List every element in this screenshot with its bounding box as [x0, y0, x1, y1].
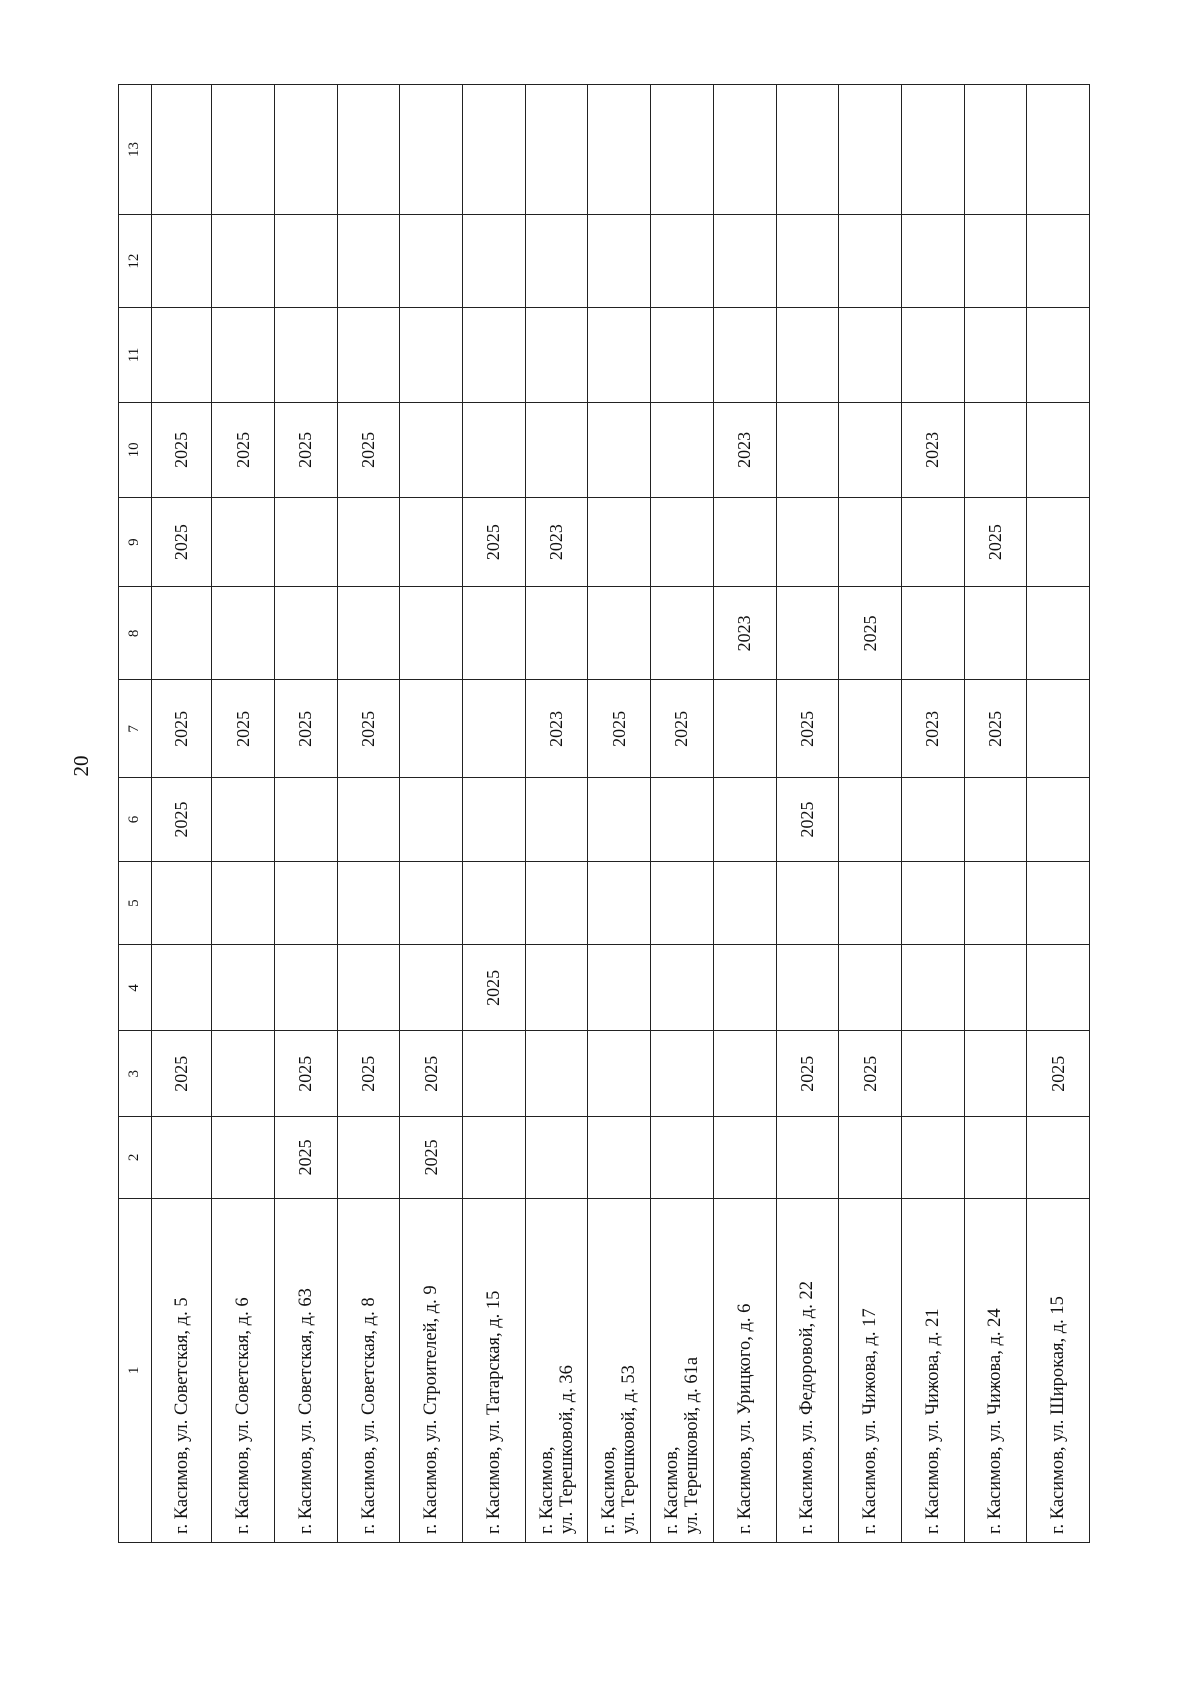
year-cell: 2025 — [337, 1031, 400, 1117]
empty-cell — [776, 498, 839, 587]
year-cell: 2025 — [275, 1117, 338, 1199]
empty-cell — [1027, 402, 1090, 497]
table-row — [463, 85, 526, 1543]
address-cell: г. Касимов, ул. Чижова, д. 21 — [901, 1198, 964, 1542]
empty-cell — [151, 308, 211, 402]
empty-cell — [588, 1031, 651, 1117]
table-row — [1027, 85, 1090, 1543]
empty-cell — [651, 861, 714, 945]
year-cell: 2025 — [400, 1117, 463, 1199]
year-cell: 2023 — [713, 587, 776, 680]
empty-cell — [776, 945, 839, 1031]
empty-cell — [964, 402, 1027, 497]
year-cell: 2025 — [776, 1031, 839, 1117]
empty-cell — [463, 1031, 526, 1117]
empty-cell — [651, 1031, 714, 1117]
address-cell: г. Касимов, ул. Терешковой, д. 61а — [651, 1198, 714, 1542]
empty-cell — [212, 85, 275, 215]
empty-cell — [400, 214, 463, 307]
empty-cell — [337, 498, 400, 587]
empty-cell — [337, 85, 400, 215]
address-cell: г. Касимов, ул. Татарская, д. 15 — [463, 1198, 526, 1542]
empty-cell — [839, 778, 902, 862]
empty-cell — [901, 945, 964, 1031]
empty-cell — [275, 861, 338, 945]
year-cell: 2025 — [776, 778, 839, 862]
empty-cell — [651, 945, 714, 1031]
year-cell: 2025 — [275, 402, 338, 497]
empty-cell — [1027, 498, 1090, 587]
empty-cell — [212, 1031, 275, 1117]
empty-cell — [713, 1031, 776, 1117]
empty-cell — [212, 1117, 275, 1199]
empty-cell — [588, 1117, 651, 1199]
empty-cell — [463, 861, 526, 945]
empty-cell — [463, 1117, 526, 1199]
empty-cell — [776, 85, 839, 215]
year-cell: 2025 — [964, 498, 1027, 587]
empty-cell — [212, 778, 275, 862]
column-header: 1 — [119, 1198, 152, 1542]
empty-cell — [275, 498, 338, 587]
column-header: 7 — [119, 680, 152, 778]
empty-cell — [275, 308, 338, 402]
empty-cell — [151, 85, 211, 215]
year-cell: 2025 — [337, 680, 400, 778]
empty-cell — [275, 778, 338, 862]
empty-cell — [713, 308, 776, 402]
year-cell: 2023 — [525, 498, 588, 587]
empty-cell — [463, 308, 526, 402]
year-cell: 2025 — [151, 1031, 211, 1117]
empty-cell — [651, 85, 714, 215]
year-cell: 2025 — [839, 587, 902, 680]
empty-cell — [212, 861, 275, 945]
empty-cell — [337, 945, 400, 1031]
empty-cell — [651, 498, 714, 587]
empty-cell — [839, 498, 902, 587]
empty-cell — [337, 587, 400, 680]
year-cell: 2025 — [964, 680, 1027, 778]
year-cell: 2025 — [776, 680, 839, 778]
empty-cell — [713, 778, 776, 862]
schedule-table — [118, 84, 1090, 1543]
empty-cell — [1027, 778, 1090, 862]
empty-cell — [839, 85, 902, 215]
empty-cell — [964, 85, 1027, 215]
empty-cell — [1027, 680, 1090, 778]
empty-cell — [839, 214, 902, 307]
header-row — [119, 85, 152, 1543]
table-row — [337, 85, 400, 1543]
address-cell: г. Касимов, ул. Чижова, д. 24 — [964, 1198, 1027, 1542]
table-row — [400, 85, 463, 1543]
empty-cell — [588, 778, 651, 862]
empty-cell — [964, 587, 1027, 680]
table-row — [839, 85, 902, 1543]
empty-cell — [1027, 861, 1090, 945]
column-header: 2 — [119, 1117, 152, 1199]
empty-cell — [901, 85, 964, 215]
address-cell: г. Касимов, ул. Урицкого, д. 6 — [713, 1198, 776, 1542]
empty-cell — [400, 778, 463, 862]
empty-cell — [212, 945, 275, 1031]
empty-cell — [275, 945, 338, 1031]
rotated-table-container — [118, 84, 1090, 1543]
year-cell: 2025 — [151, 778, 211, 862]
empty-cell — [212, 214, 275, 307]
column-header: 3 — [119, 1031, 152, 1117]
year-cell: 2023 — [525, 680, 588, 778]
empty-cell — [463, 778, 526, 862]
empty-cell — [400, 85, 463, 215]
empty-cell — [901, 861, 964, 945]
table-row — [151, 85, 211, 1543]
empty-cell — [964, 861, 1027, 945]
year-cell: 2025 — [1027, 1031, 1090, 1117]
table-row — [588, 85, 651, 1543]
table-row — [651, 85, 714, 1543]
table-row — [525, 85, 588, 1543]
empty-cell — [525, 945, 588, 1031]
address-cell: г. Касимов, ул. Строителей, д. 9 — [400, 1198, 463, 1542]
year-cell: 2025 — [588, 680, 651, 778]
address-cell: г. Касимов, ул. Чижова, д. 17 — [839, 1198, 902, 1542]
empty-cell — [839, 1117, 902, 1199]
empty-cell — [964, 214, 1027, 307]
empty-cell — [839, 308, 902, 402]
empty-cell — [1027, 85, 1090, 215]
empty-cell — [839, 945, 902, 1031]
empty-cell — [525, 778, 588, 862]
empty-cell — [776, 214, 839, 307]
column-header: 6 — [119, 778, 152, 862]
empty-cell — [463, 587, 526, 680]
empty-cell — [901, 214, 964, 307]
empty-cell — [1027, 1117, 1090, 1199]
year-cell: 2025 — [463, 498, 526, 587]
empty-cell — [651, 308, 714, 402]
empty-cell — [713, 945, 776, 1031]
empty-cell — [463, 214, 526, 307]
page-number: 20 — [69, 755, 93, 777]
empty-cell — [151, 214, 211, 307]
empty-cell — [839, 861, 902, 945]
empty-cell — [776, 402, 839, 497]
year-cell: 2025 — [275, 680, 338, 778]
empty-cell — [525, 861, 588, 945]
empty-cell — [776, 1117, 839, 1199]
empty-cell — [839, 402, 902, 497]
empty-cell — [525, 402, 588, 497]
address-cell: г. Касимов, ул. Советская, д. 63 — [275, 1198, 338, 1542]
empty-cell — [588, 498, 651, 587]
year-cell: 2025 — [151, 402, 211, 497]
empty-cell — [901, 1117, 964, 1199]
empty-cell — [713, 498, 776, 587]
empty-cell — [651, 214, 714, 307]
address-cell: г. Касимов, ул. Федоровой, д. 22 — [776, 1198, 839, 1542]
empty-cell — [463, 85, 526, 215]
empty-cell — [1027, 587, 1090, 680]
empty-cell — [901, 1031, 964, 1117]
table-row — [901, 85, 964, 1543]
column-header: 13 — [119, 85, 152, 215]
empty-cell — [588, 587, 651, 680]
empty-cell — [776, 308, 839, 402]
empty-cell — [400, 402, 463, 497]
column-header: 10 — [119, 402, 152, 497]
empty-cell — [151, 945, 211, 1031]
empty-cell — [588, 308, 651, 402]
empty-cell — [901, 778, 964, 862]
empty-cell — [651, 778, 714, 862]
empty-cell — [337, 214, 400, 307]
empty-cell — [588, 945, 651, 1031]
address-cell: г. Касимов, ул. Советская, д. 6 — [212, 1198, 275, 1542]
empty-cell — [400, 680, 463, 778]
empty-cell — [901, 308, 964, 402]
table-row — [275, 85, 338, 1543]
empty-cell — [400, 308, 463, 402]
empty-cell — [901, 587, 964, 680]
address-cell: г. Касимов, ул. Терешковой, д. 53 — [588, 1198, 651, 1542]
empty-cell — [588, 402, 651, 497]
year-cell: 2025 — [337, 402, 400, 497]
empty-cell — [713, 85, 776, 215]
empty-cell — [275, 85, 338, 215]
year-cell: 2023 — [901, 402, 964, 497]
empty-cell — [713, 1117, 776, 1199]
column-header: 11 — [119, 308, 152, 402]
empty-cell — [776, 861, 839, 945]
table-row — [713, 85, 776, 1543]
empty-cell — [964, 1117, 1027, 1199]
empty-cell — [651, 587, 714, 680]
empty-cell — [1027, 308, 1090, 402]
address-cell: г. Касимов, ул. Терешковой, д. 36 — [525, 1198, 588, 1542]
year-cell: 2025 — [651, 680, 714, 778]
empty-cell — [964, 945, 1027, 1031]
column-header: 4 — [119, 945, 152, 1031]
empty-cell — [151, 1117, 211, 1199]
column-header: 9 — [119, 498, 152, 587]
empty-cell — [588, 861, 651, 945]
year-cell: 2025 — [212, 402, 275, 497]
empty-cell — [212, 498, 275, 587]
empty-cell — [212, 587, 275, 680]
empty-cell — [588, 214, 651, 307]
table-row — [212, 85, 275, 1543]
empty-cell — [337, 1117, 400, 1199]
empty-cell — [337, 778, 400, 862]
table-row — [776, 85, 839, 1543]
empty-cell — [964, 1031, 1027, 1117]
empty-cell — [400, 498, 463, 587]
empty-cell — [713, 680, 776, 778]
empty-cell — [525, 1031, 588, 1117]
empty-cell — [151, 861, 211, 945]
empty-cell — [463, 680, 526, 778]
empty-cell — [151, 587, 211, 680]
address-cell: г. Касимов, ул. Широкая, д. 15 — [1027, 1198, 1090, 1542]
year-cell: 2025 — [151, 680, 211, 778]
address-cell: г. Касимов, ул. Советская, д. 5 — [151, 1198, 211, 1542]
year-cell: 2023 — [713, 402, 776, 497]
empty-cell — [212, 308, 275, 402]
empty-cell — [713, 214, 776, 307]
empty-cell — [463, 402, 526, 497]
year-cell: 2025 — [839, 1031, 902, 1117]
empty-cell — [525, 214, 588, 307]
empty-cell — [964, 778, 1027, 862]
table-row — [964, 85, 1027, 1543]
column-header: 5 — [119, 861, 152, 945]
year-cell: 2025 — [151, 498, 211, 587]
empty-cell — [901, 498, 964, 587]
empty-cell — [964, 308, 1027, 402]
empty-cell — [1027, 214, 1090, 307]
empty-cell — [400, 945, 463, 1031]
empty-cell — [776, 587, 839, 680]
column-header: 8 — [119, 587, 152, 680]
year-cell: 2023 — [901, 680, 964, 778]
year-cell: 2025 — [212, 680, 275, 778]
empty-cell — [525, 587, 588, 680]
empty-cell — [525, 308, 588, 402]
empty-cell — [651, 1117, 714, 1199]
year-cell: 2025 — [400, 1031, 463, 1117]
empty-cell — [588, 85, 651, 215]
empty-cell — [525, 1117, 588, 1199]
year-cell: 2025 — [275, 1031, 338, 1117]
empty-cell — [275, 214, 338, 307]
empty-cell — [713, 861, 776, 945]
empty-cell — [275, 587, 338, 680]
empty-cell — [525, 85, 588, 215]
empty-cell — [1027, 945, 1090, 1031]
year-cell: 2025 — [463, 945, 526, 1031]
empty-cell — [400, 587, 463, 680]
empty-cell — [337, 308, 400, 402]
empty-cell — [337, 861, 400, 945]
column-header: 12 — [119, 214, 152, 307]
empty-cell — [651, 402, 714, 497]
address-cell: г. Касимов, ул. Советская, д. 8 — [337, 1198, 400, 1542]
empty-cell — [400, 861, 463, 945]
empty-cell — [839, 680, 902, 778]
